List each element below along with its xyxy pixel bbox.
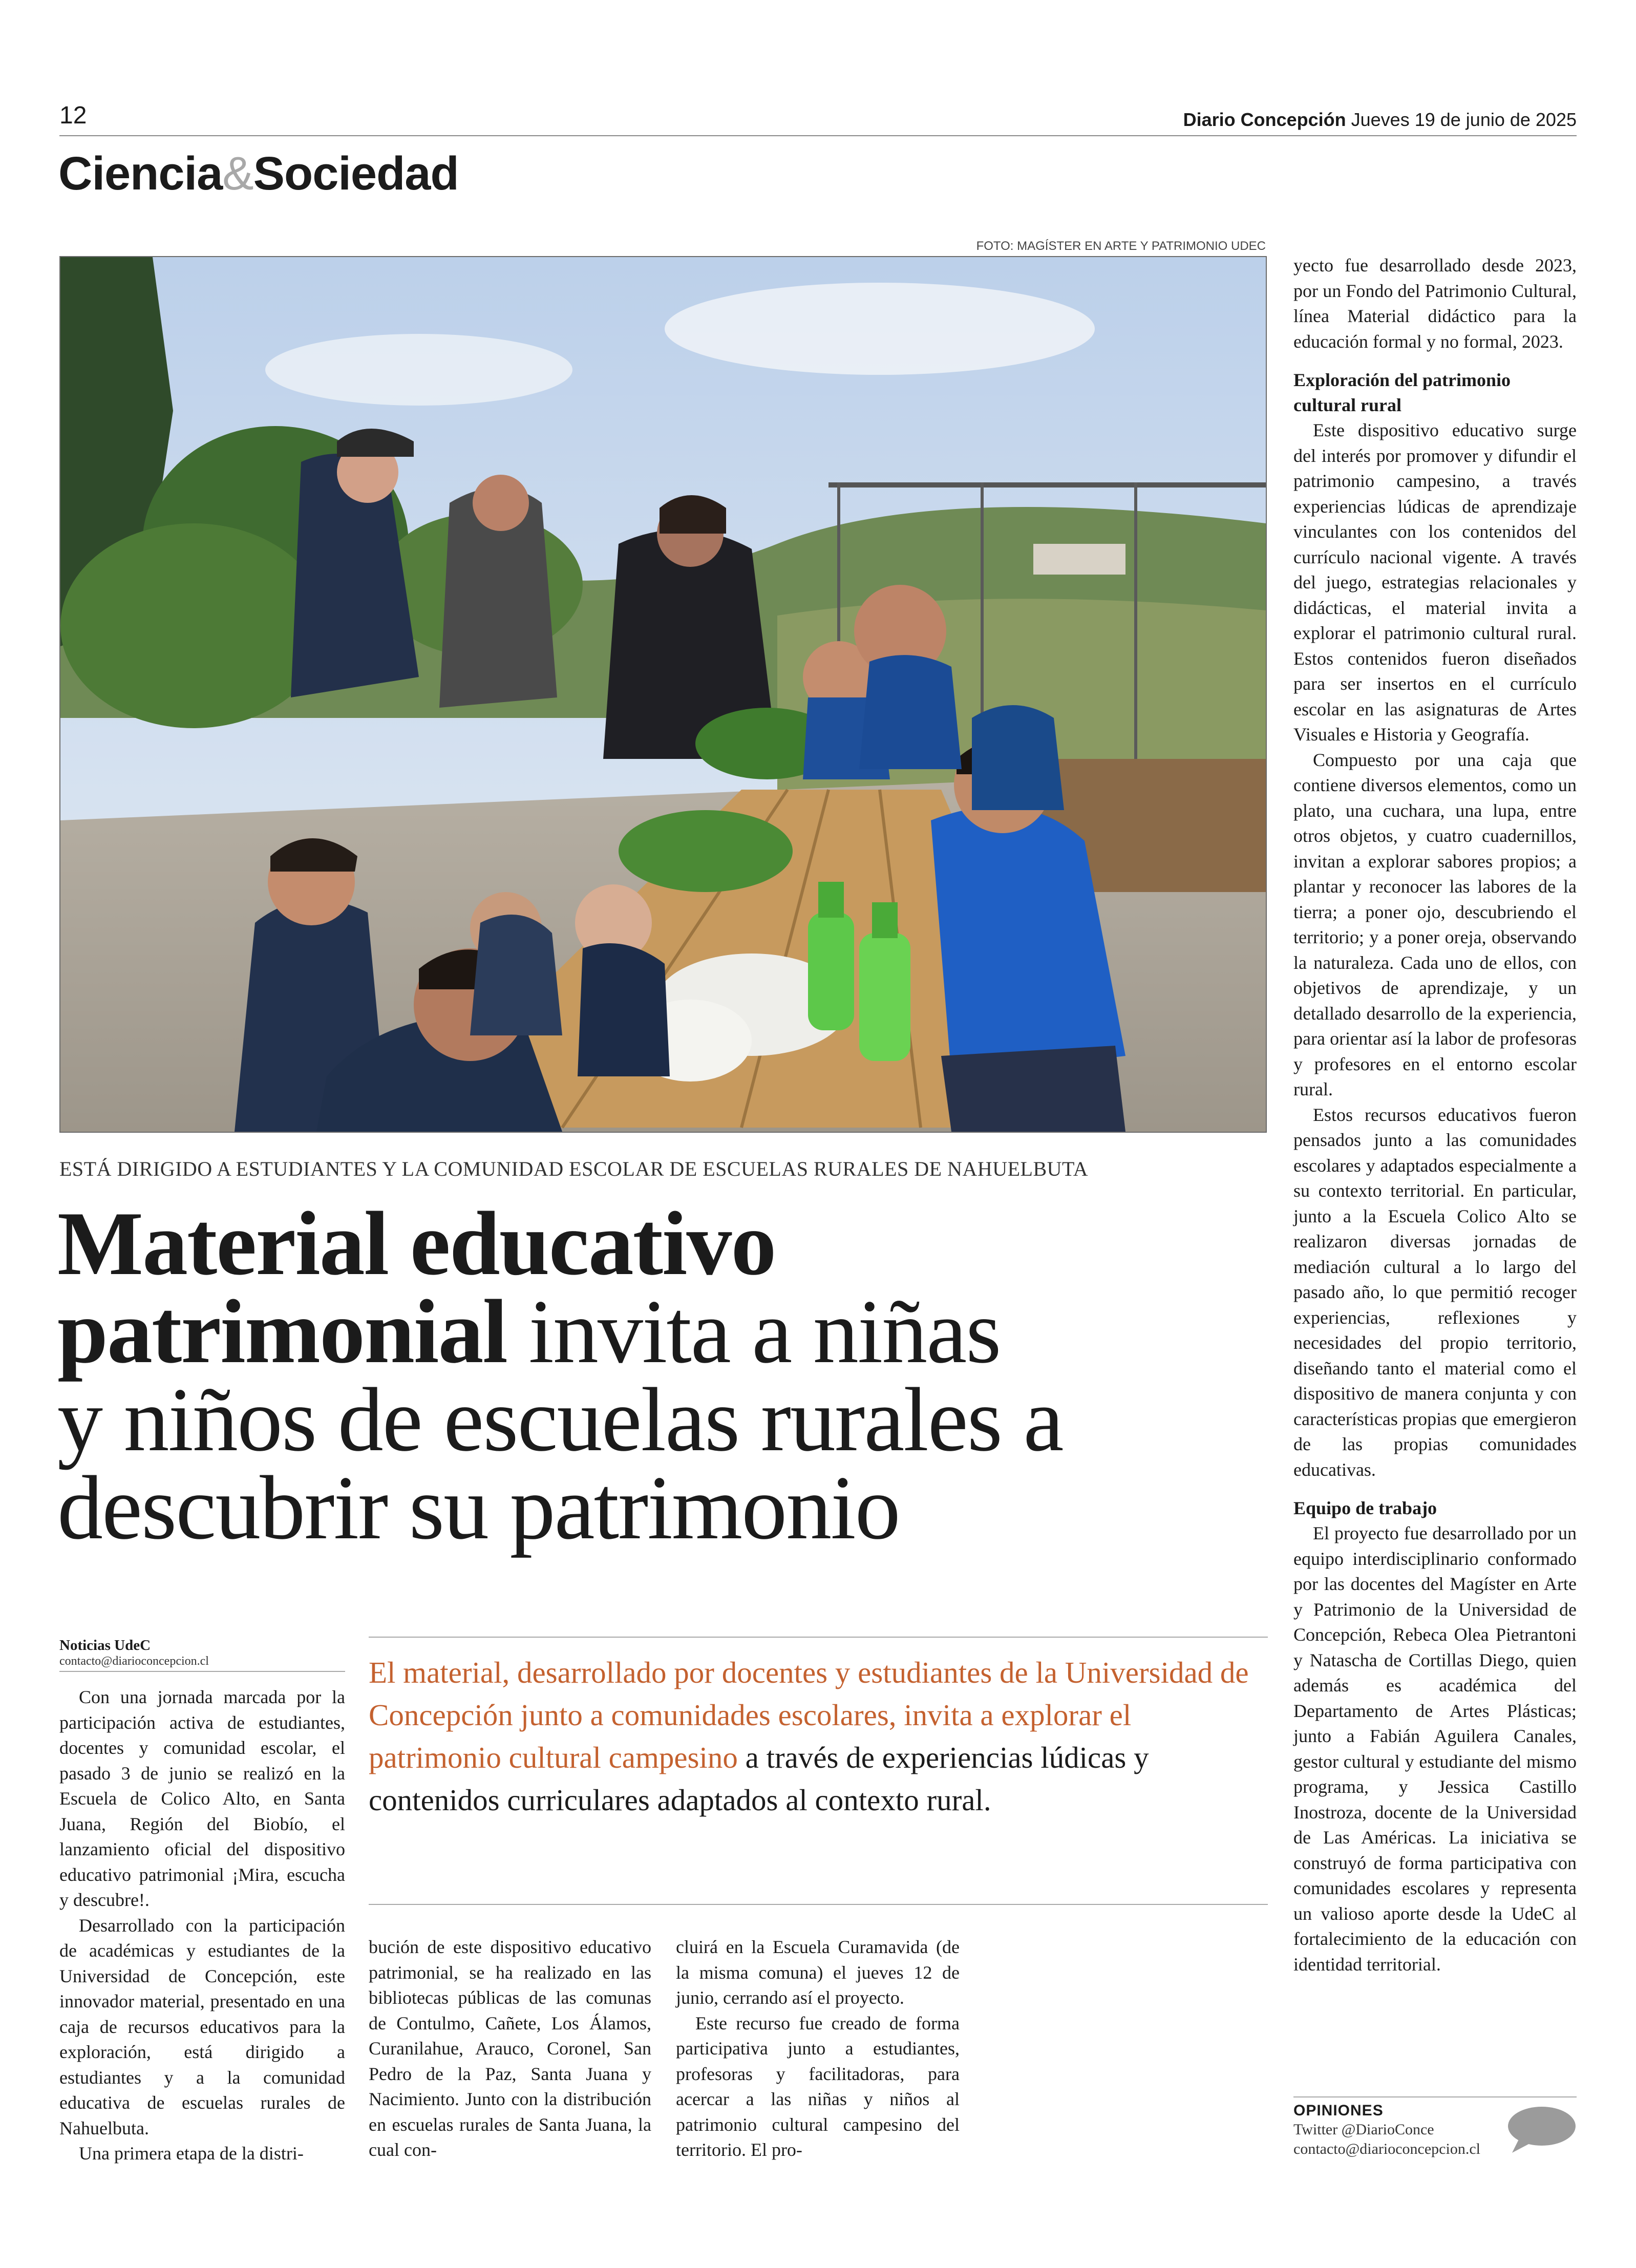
col1-paragraph-2: Desarrollado con la participación de académicas y estudiantes de la Universidad de Concepción, este innovador material, presentado en una caja de recursos educativos para la exploración, está dirigido a estudiantes y a la comunidad educativa de escuelas rurales de Nahuelbuta. [59,1915,345,2138]
opiniones-email[interactable]: contacto@diarioconcepcion.cl [1293,2140,1480,2157]
col3-paragraph-1: cluirá en la Escuela Curamavida (de la misma comuna) el jueves 12 de junio, cerrando así el proyecto. [676,1937,960,2008]
col4-paragraph-1: yecto fue desarrollado desde 2023, por un Fondo del Patrimonio Cultural, línea Material didáctico para la educación formal y no formal, 2023. [1293,255,1577,352]
issue-date: Jueves 19 de junio de 2025 [1351,109,1577,130]
col4-paragraph-2: Este dispositivo educativo surge del interés por promover y difundir el patrimonio campesino, a través experiencias lúdicas de aprendizaje vinculantes con los contenidos del currículo nacional vigente. A través del juego, estrategias relacionales y didácticas, el material invita a explorar el patrimonio cultural rural. Estos contenidos fueron diseñados para ser insertos en el currículo escolar en las asignaturas de Artes Visuales e Historia y Geografía. [1293,420,1577,745]
opiniones-rule [1293,2096,1577,2097]
body-column-2 [369,1935,651,2163]
lead-colored-text: El material, desarrollado por docentes y estudiantes de la Universidad de Concepción junto a comunidades escolares, invita a explorar el patrimonio cultural campesino [369,1656,1249,1774]
masthead-right [1183,109,1577,131]
article-photo [59,256,1267,1133]
byline-rule [59,1671,345,1672]
col1-paragraph-1: Con una jornada marcada por la participación activa de estudiantes, docentes y comunidad escolar, el pasado 3 de junio se realizó en la Escuela de Colico Alto, en Santa Juana, Región del Biobío, el lanzamiento oficial del dispositivo educativo patrimonial ¡Mira, escucha y descubre!. [59,1687,345,1910]
headline [57,1193,1276,1558]
headline-bold-2: patrimonial [57,1281,507,1382]
headline-bold-1: Material educativo [57,1193,776,1294]
opiniones-box [1293,2102,1577,2158]
body-column-4 [1293,253,1577,1977]
speech-bubble-icon [1505,2106,1577,2155]
lead-dark-text: a través de experiencias lúdicas y contenidos curriculares adaptados al contexto rural. [369,1741,1149,1817]
opiniones-twitter[interactable]: Twitter @DiarioConce [1293,2121,1434,2138]
lead-top-rule [369,1637,1268,1638]
col4-subhead-2: Equipo de trabajo [1293,1498,1437,1518]
section-title-part1: Ciencia [58,147,223,200]
col4-paragraph-5: El proyecto fue desarrollado por un equipo interdisciplinario conformado por las docentes del Magíster en Arte y Patrimonio de la Universidad de Concepción, Rebeca Olea Pietrantoni y Natascha de Cortillas Diego, quien además es académica del Departamento de Artes Plásticas; junto a Fabián Aguilera Canales, gestor cultural y estudiante del mismo programa, y Jessica Castillo Inostroza, docente de la Universidad de Las Américas. La iniciativa se construyó de forma participativa con comunidades escolares y representa un valioso aporte desde la UdeC al fortalecimiento de la educación con identidad territorial. [1293,1523,1577,1975]
section-title [58,145,459,202]
headline-light-1: invita a niñas [506,1281,1001,1382]
page-number: 12 [59,102,87,129]
photo-credit: FOTO: MAGÍSTER EN ARTE Y PATRIMONIO UDEC [976,239,1266,253]
kicker: ESTÁ DIRIGIDO A ESTUDIANTES Y LA COMUNIDAD ESCOLAR DE ESCUELAS RURALES DE NAHUELBUTA [59,1157,1089,1180]
col3-paragraph-2: Este recurso fue creado de forma participativa junto a estudiantes, profesoras y facilitadoras, para acercar a las niñas y niños al patrimonio cultural campesino del territorio. El pro- [676,2012,960,2160]
byline-author: Noticias UdeC [59,1637,151,1654]
opiniones-title: OPINIONES [1293,2102,1384,2119]
col2-paragraph-1: bución de este dispositivo educativo patrimonial, se ha realizado en las bibliotecas públicas de las comunas de Contulmo, Cañete, Los Álamos, Curanilahue, Arauco, Coronel, San Pedro de la Paz, Santa Juana y Nacimiento. Junto con la distribución en escuelas rurales de Santa Juana, la cual con- [369,1937,651,2160]
section-title-part2: Sociedad [253,147,459,200]
publication-name: Diario Concepción [1183,109,1346,130]
lead-paragraph [369,1651,1270,1821]
header-rule [59,135,1577,136]
col4-paragraph-3: Compuesto por una caja que contiene diversos elementos, como un plato, una cuchara, una lupa, entre otros objetos, y cuatro cuadernillos, invitan a explorar sabores propios; a plantar y reconocer las labores de la tierra; a poner ojo, descubriendo el territorio; y a poner oreja, observando la naturaleza. Cada uno de ellos, con objetivos de aprendizaje, y un detallado desarrollo de la experiencia, para orientar así la labor de profesoras y profesores en el entorno escolar rural. [1293,749,1577,1099]
headline-light-2: y niños de escuelas rurales a [57,1369,1063,1470]
lead-bottom-rule [369,1904,1268,1905]
byline-email: contacto@diarioconcepcion.cl [59,1655,209,1668]
headline-light-3: descubrir su patrimonio [57,1457,900,1558]
photo-illustration [60,257,1266,1132]
section-title-amp: & [222,147,253,200]
byline [59,1637,346,1668]
col4-paragraph-4: Estos recursos educativos fueron pensados junto a las comunidades escolares y adaptados especialmente a su contexto territorial. En particular, junto a la Escuela Colico Alto se realizaron diversas jornadas de mediación cultural a lo largo del pasado año, lo que permitió recoger experiencias, reflexiones y necesidades del propio territorio, diseñando tanto el material como el dispositivo de manera conjunta y con características propias que emergieron de las propias comunidades educativas. [1293,1104,1577,1480]
col4-subhead-1: Exploración del patrimonio cultural rural [1293,370,1511,415]
col1-paragraph-3: Una primera etapa de la distri- [79,2143,304,2164]
body-column-1 [59,1685,345,2167]
body-column-3 [676,1935,960,2163]
